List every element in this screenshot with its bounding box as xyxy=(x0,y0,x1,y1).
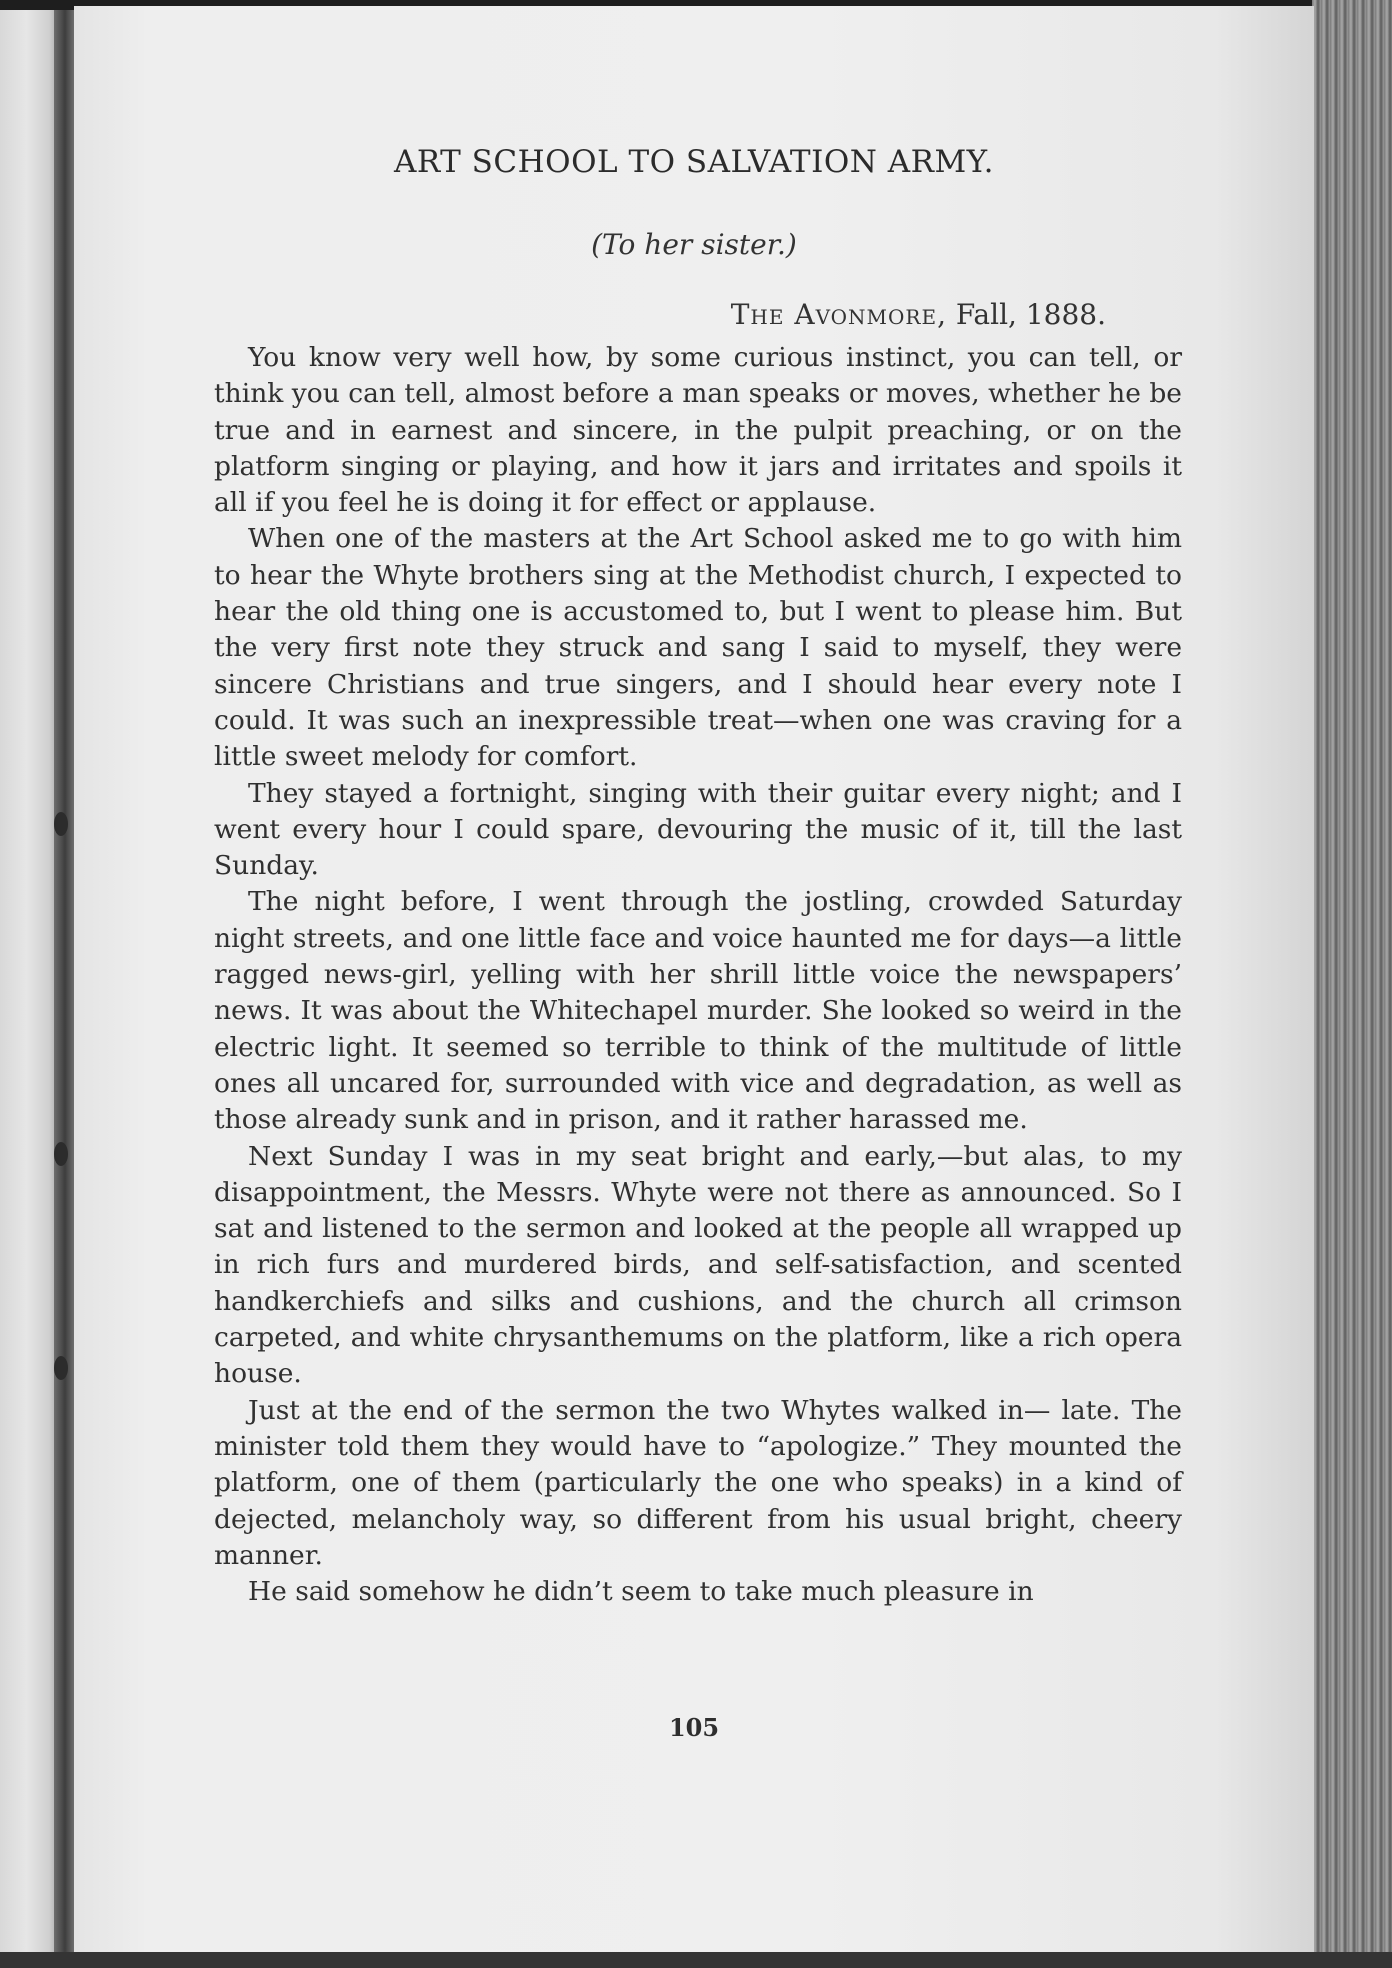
chapter-title: ART SCHOOL TO SALVATION ARMY. xyxy=(393,144,995,180)
page-number: 105 xyxy=(668,1713,720,1742)
binding-mark xyxy=(54,1142,68,1166)
dateline-place: The Avonmore, xyxy=(730,298,947,331)
book-page xyxy=(74,6,1314,1956)
paragraph: Next Sunday I was in my seat bright and early,—but alas, to my disappointment, the Messrs. Whyte were not there as announced. So I sat and listened to the sermon and looked at the people all wrapped up in rich furs and murdered birds, and self-satisfaction, and scented handkerchiefs and silks and cushions, and the church all crimson carpeted, and white chrysanthemums on the platform, like a rich opera house. xyxy=(214,1140,1182,1390)
paragraph: The night before, I went through the jostling, crowded Saturday night streets, and one little face and voice haunted me for days—a little ragged news-girl, yelling with her shrill little voice the newspapers’ news. It was about the Whitechapel murder. She looked so weird in the electric light. It seemed so terrible to think of the multitude of little ones all uncared for, surrounded with vice and degradation, as well as those already sunk and in prison, and it rather harassed me. xyxy=(214,886,1182,1136)
subtitle-text: (To her sister.) xyxy=(591,228,797,261)
paragraph: When one of the masters at the Art School asked me to go with him to hear the Whyte brothers sing at the Methodist church, I expected to hear the old thing one is accustomed to, but I went to please him. But the very first note they struck and sang I said to myself, they were sincere Christians and true singers, and I should hear every note I could. It was such an inexpressible treat—when one was craving for a little sweet melody for comfort. xyxy=(214,523,1182,773)
paragraph: Just at the end of the sermon the two Whytes walked in— late. The minister told them they would have to “apologize.” They mounted the platform, one of them (particularly the one who speaks) in a kind of dejected, melancholy way, so different from his usual bright, cheery manner. xyxy=(214,1394,1182,1571)
binding-mark xyxy=(54,1356,68,1380)
letter-dateline xyxy=(731,298,1106,331)
paragraph: He said somehow he didn’t seem to take much pleasure in xyxy=(248,1576,1034,1608)
book-gutter xyxy=(54,10,76,1968)
letter-body xyxy=(214,340,1182,1610)
page-stack-edge xyxy=(1312,0,1392,1968)
scan-bottom-edge xyxy=(0,1952,1392,1968)
chapter-subtitle xyxy=(74,228,1314,261)
paragraph: They stayed a fortnight, singing with their guitar every night; and I went every hour I could spare, devouring the music of it, till the last Sunday. xyxy=(214,777,1182,882)
binding-mark xyxy=(54,812,68,836)
paragraph: You know very well how, by some curious instinct, you can tell, or think you can tell, almost before a man speaks or moves, whether he be true and in earnest and sincere, in the pulpit preaching, or on the platform singing or playing, and how it jars and irritates and spoils it all if you feel he is doing it for effect or applause. xyxy=(214,342,1182,519)
dateline-date: Fall, 1888. xyxy=(947,298,1106,331)
